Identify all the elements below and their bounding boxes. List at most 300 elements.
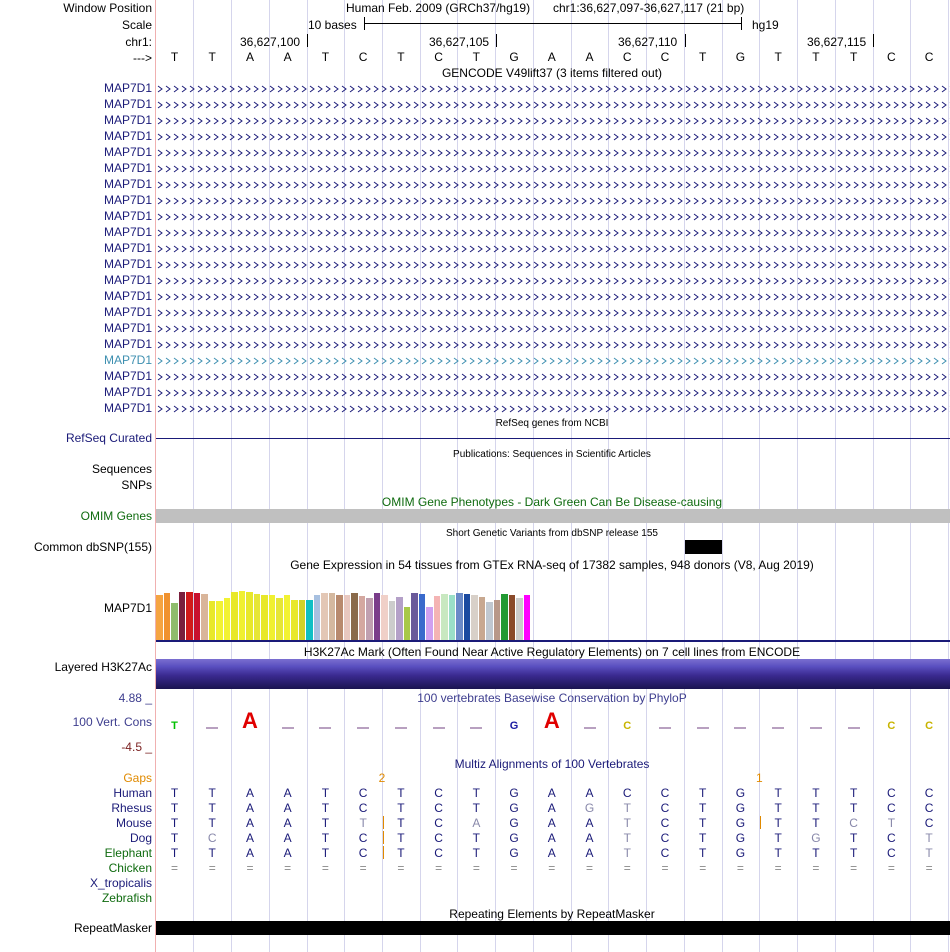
aligned-base: = (284, 861, 292, 875)
phylop-dash (659, 727, 671, 729)
reference-base: T (699, 50, 707, 64)
aligned-base: G (735, 846, 746, 860)
gtex-tissue-bar[interactable] (254, 594, 261, 640)
gencode-transcript-label[interactable]: MAP7D1 (103, 225, 152, 239)
aligned-base: G (509, 816, 519, 830)
aligned-base: T (812, 816, 820, 830)
gtex-tissue-bar[interactable] (329, 593, 336, 640)
aligned-base: = (699, 861, 707, 875)
gtex-tissue-bar[interactable] (246, 592, 253, 640)
gencode-transcript-label[interactable]: MAP7D1 (103, 257, 152, 271)
gtex-tissue-bar[interactable] (216, 601, 223, 640)
aligned-base: = (661, 861, 669, 875)
phylop-dash (433, 727, 445, 729)
aligned-base: T (170, 786, 179, 800)
aligned-base: T (170, 831, 179, 845)
aligned-base: = (397, 861, 405, 875)
omim-track-label[interactable]: OMIM Genes (80, 509, 152, 523)
phylop-letter: A (242, 708, 258, 733)
aligned-base: T (321, 816, 330, 830)
aligned-base: = (548, 861, 556, 875)
gtex-tissue-bar[interactable] (344, 595, 351, 640)
gencode-transcript-arrows[interactable] (156, 261, 950, 269)
aligned-base: C (434, 786, 443, 800)
aligned-base: T (925, 831, 933, 845)
gtex-tissue-bar[interactable] (194, 593, 201, 640)
position-label-1: 36,627,100 (240, 35, 301, 49)
gridline (269, 0, 270, 952)
phylop-letter: A (543, 708, 560, 733)
aligned-base: C (887, 846, 896, 860)
phylop-letter: T (171, 720, 178, 732)
scale-bar-right-end (741, 17, 742, 30)
gtex-tissue-bar[interactable] (291, 600, 298, 640)
gridline (646, 0, 647, 952)
gencode-transcript-label[interactable]: MAP7D1 (103, 129, 152, 143)
species-label[interactable]: Dog (129, 831, 152, 845)
phylop-track-title[interactable]: 100 vertebrates Basewise Conservation by PhyloP (417, 691, 687, 705)
aligned-base: C (887, 786, 896, 800)
gtex-tissue-bar[interactable] (486, 602, 493, 640)
reference-base: A (547, 50, 556, 64)
gridline (571, 0, 572, 952)
reference-base: T (774, 50, 782, 64)
aligned-base: = (812, 861, 820, 875)
gridline (382, 0, 383, 952)
aligned-base: A (585, 831, 594, 845)
gtex-tissue-bar[interactable] (396, 597, 403, 640)
gtex-tissue-bar[interactable] (186, 592, 193, 640)
gtex-tissue-bar[interactable] (284, 595, 291, 640)
aligned-base: T (623, 801, 631, 815)
h3k27ac-track-title[interactable]: H3K27Ac Mark (Often Found Near Active Regulatory Elements) on 7 cell lines from ENCODE (303, 645, 801, 659)
refseq-track-title[interactable]: RefSeq genes from NCBI (495, 418, 609, 429)
gaps-label: Gaps (123, 771, 152, 785)
gtex-tissue-bar[interactable] (411, 593, 418, 640)
aligned-base: C (660, 831, 670, 845)
gtex-tissue-bar[interactable] (404, 607, 411, 640)
gencode-transcript-arrows[interactable] (156, 325, 950, 333)
gencode-transcript-label[interactable]: MAP7D1 (103, 97, 152, 111)
aligned-base: = (736, 861, 744, 875)
phylop-letter: C (887, 720, 896, 732)
aligned-base: A (585, 846, 594, 860)
aligned-base: A (283, 801, 292, 815)
phylop-max-label: 4.88 _ (118, 691, 152, 705)
gtex-tissue-bar[interactable] (314, 595, 321, 640)
insertion-mark (760, 816, 761, 829)
h3k27ac-signal[interactable] (156, 659, 950, 689)
aligned-base: A (245, 831, 254, 845)
gtex-tissue-bar[interactable] (374, 593, 381, 640)
aligned-base: T (774, 831, 782, 845)
chrom-label: chr1: (125, 35, 152, 49)
aligned-base: G (509, 786, 519, 800)
gencode-transcript-label[interactable]: MAP7D1 (103, 369, 152, 383)
gtex-tissue-bar[interactable] (389, 601, 396, 640)
gtex-tissue-bar[interactable] (516, 598, 523, 640)
species-label[interactable]: X_tropicalis (89, 876, 152, 890)
aligned-base: C (358, 831, 368, 845)
gencode-transcript-label[interactable]: MAP7D1 (103, 353, 152, 367)
gtex-tissue-bar[interactable] (269, 595, 276, 640)
aligned-base: T (849, 801, 858, 815)
gencode-transcript-label[interactable]: MAP7D1 (103, 209, 152, 223)
aligned-base: = (359, 861, 367, 875)
gencode-transcript-label[interactable]: MAP7D1 (103, 273, 152, 287)
gencode-transcript-arrows[interactable] (156, 149, 950, 157)
aligned-base: T (699, 786, 707, 800)
gtex-track-label[interactable]: MAP7D1 (103, 601, 152, 615)
aligned-base: T (397, 801, 405, 815)
gridline (722, 0, 723, 952)
aligned-base: A (547, 831, 556, 845)
aligned-base: = (321, 861, 329, 875)
aligned-base: C (849, 816, 858, 830)
gtex-tissue-bar[interactable] (261, 595, 268, 640)
omim-bar[interactable] (156, 509, 950, 523)
reference-base: A (245, 50, 254, 64)
gencode-transcript-arrows[interactable] (156, 373, 950, 381)
gtex-tissue-bar[interactable] (381, 595, 388, 640)
aligned-base: A (283, 786, 292, 800)
gtex-tissue-bar[interactable] (366, 598, 373, 640)
gtex-tissue-bar[interactable] (456, 593, 463, 640)
aligned-base: T (623, 816, 631, 830)
species-label[interactable]: Rhesus (111, 801, 152, 815)
aligned-base: T (359, 816, 367, 830)
aligned-base: T (170, 801, 179, 815)
gtex-tissue-bar[interactable] (224, 598, 231, 640)
gencode-transcript-arrows[interactable] (156, 165, 950, 173)
strand-label: ---> (133, 51, 152, 65)
assembly-text: Human Feb. 2009 (GRCh37/hg19) (346, 1, 531, 15)
aligned-base: T (170, 816, 179, 830)
aligned-base: C (358, 786, 368, 800)
aligned-base: A (547, 846, 556, 860)
aligned-base: A (472, 816, 481, 830)
gtex-tissue-bar[interactable] (321, 593, 328, 640)
gencode-transcript-label[interactable]: MAP7D1 (103, 241, 152, 255)
gtex-tissue-bar[interactable] (479, 597, 486, 640)
phylop-dash (395, 727, 407, 729)
aligned-base: T (774, 786, 782, 800)
aligned-base: = (586, 861, 594, 875)
aligned-base: T (887, 816, 896, 830)
gtex-baseline (156, 640, 950, 642)
gridline (533, 0, 534, 952)
aligned-base: G (735, 801, 746, 815)
db-text: hg19 (752, 18, 779, 32)
reference-base: G (735, 50, 746, 64)
gencode-transcript-arrows[interactable] (156, 213, 950, 221)
gtex-tissue-bar[interactable] (471, 595, 478, 640)
position-label-3: 36,627,110 (618, 35, 678, 49)
aligned-base: T (397, 831, 405, 845)
gridline (608, 0, 609, 952)
phylop-dash (810, 727, 822, 729)
scale-bar (365, 23, 741, 24)
gencode-transcript-label[interactable]: MAP7D1 (103, 193, 152, 207)
gencode-transcript-label[interactable]: MAP7D1 (103, 337, 152, 351)
aligned-base: = (623, 861, 631, 875)
publications-track-label[interactable]: Sequences (91, 462, 152, 476)
aligned-base: A (283, 846, 292, 860)
aligned-base: C (660, 786, 670, 800)
reference-base: T (321, 50, 330, 64)
repeatmasker-track-title[interactable]: Repeating Elements by RepeatMasker (449, 907, 655, 921)
gtex-tissue-bar[interactable] (201, 594, 208, 640)
window-position-label: Window Position (63, 1, 152, 15)
gencode-track-title[interactable]: GENCODE V49lift37 (3 items filtered out) (441, 66, 663, 80)
phylop-dash (470, 727, 482, 729)
gridline (684, 0, 685, 952)
gtex-tissue-bar[interactable] (359, 596, 366, 640)
aligned-base: T (849, 786, 858, 800)
aligned-base: T (397, 816, 405, 830)
gencode-transcript-arrows[interactable] (156, 405, 950, 413)
aligned-base: = (246, 861, 254, 875)
gap-count: 2 (378, 771, 386, 785)
gtex-tissue-bar[interactable] (449, 595, 456, 640)
gtex-tissue-bar[interactable] (419, 594, 426, 640)
gtex-tissue-bar[interactable] (171, 603, 178, 640)
aligned-base: T (208, 786, 216, 800)
aligned-base: G (735, 786, 746, 800)
reference-base: C (924, 50, 934, 64)
gridline (420, 0, 421, 952)
phylop-dash (357, 727, 369, 729)
gencode-transcript-label[interactable]: MAP7D1 (103, 321, 152, 335)
aligned-base: T (774, 801, 782, 815)
refseq-line (156, 438, 950, 439)
gtex-tissue-bar[interactable] (434, 596, 441, 640)
gtex-tissue-bar[interactable] (276, 598, 283, 640)
gridline (307, 0, 308, 952)
aligned-base: C (434, 801, 443, 815)
aligned-base: T (849, 831, 858, 845)
phylop-dash (319, 727, 331, 729)
aligned-base: C (660, 816, 670, 830)
gridline (344, 0, 345, 952)
reference-base: A (585, 50, 594, 64)
aligned-base: T (321, 801, 330, 815)
gtex-track-title[interactable]: Gene Expression in 54 tissues from GTEx RNA-seq of 17382 samples, 948 donors (V8, Aug 2019) (290, 558, 814, 572)
gap-count: 1 (755, 771, 763, 785)
aligned-base: C (924, 801, 934, 815)
reference-base: C (434, 50, 443, 64)
aligned-base: T (812, 846, 820, 860)
aligned-base: G (735, 831, 746, 845)
aligned-base: A (547, 786, 556, 800)
aligned-base: A (547, 816, 556, 830)
aligned-base: C (887, 831, 896, 845)
gtex-tissue-bar[interactable] (494, 600, 501, 640)
position-label-4: 36,627,115 (807, 35, 867, 49)
aligned-base: T (321, 831, 330, 845)
gtex-tissue-bar[interactable] (441, 594, 448, 640)
aligned-base: = (435, 861, 443, 875)
aligned-base: G (735, 816, 746, 830)
phylop-letter: G (509, 720, 519, 732)
reference-base: A (283, 50, 292, 64)
gtex-tissue-bar[interactable] (426, 607, 433, 640)
gtex-tissue-bar[interactable] (299, 600, 306, 640)
gencode-transcript-label[interactable]: MAP7D1 (103, 81, 152, 95)
reference-base: T (208, 50, 216, 64)
aligned-base: = (170, 861, 179, 875)
aligned-base: A (547, 801, 556, 815)
aligned-base: T (623, 831, 631, 845)
aligned-base: A (245, 786, 254, 800)
aligned-base: G (509, 846, 519, 860)
gtex-tissue-bar[interactable] (164, 593, 171, 640)
gencode-transcript-arrows[interactable] (156, 229, 950, 237)
gtex-tissue-bar[interactable] (209, 601, 216, 640)
dbsnp-variant[interactable] (685, 540, 722, 554)
aligned-base: T (208, 816, 216, 830)
aligned-base: = (850, 861, 858, 875)
aligned-base: T (925, 846, 933, 860)
gtex-tissue-bar[interactable] (156, 595, 163, 640)
gtex-tissue-bar[interactable] (239, 591, 246, 640)
phylop-letter: C (623, 720, 632, 732)
species-label[interactable]: Mouse (115, 816, 152, 830)
repeatmasker-bar[interactable] (156, 921, 950, 935)
aligned-base: A (245, 801, 254, 815)
gencode-transcript-arrows[interactable] (156, 117, 950, 125)
aligned-base: T (472, 831, 480, 845)
species-label[interactable]: Human (113, 786, 152, 800)
gtex-tissue-bar[interactable] (179, 592, 186, 640)
gridline (873, 0, 874, 952)
aligned-base: T (397, 786, 405, 800)
aligned-base: T (321, 786, 330, 800)
aligned-base: C (358, 846, 368, 860)
scale-label: Scale (121, 18, 152, 32)
gridline (910, 0, 911, 952)
species-label[interactable]: Chicken (108, 861, 152, 875)
gencode-transcript-label[interactable]: MAP7D1 (103, 161, 152, 175)
gencode-transcript-arrows[interactable] (156, 197, 950, 205)
aligned-base: G (509, 801, 519, 815)
reference-base: T (170, 50, 179, 64)
aligned-base: T (170, 846, 179, 860)
aligned-base: = (472, 861, 480, 875)
gencode-transcript-label[interactable]: MAP7D1 (103, 305, 152, 319)
reference-base: T (849, 50, 858, 64)
aligned-base: T (812, 786, 820, 800)
aligned-base: C (434, 816, 443, 830)
phylop-letter: C (925, 720, 934, 732)
aligned-base: T (699, 846, 707, 860)
phylop-dash (282, 727, 294, 729)
aligned-base: T (849, 846, 858, 860)
dbsnp-track-label[interactable]: Common dbSNP(155) (33, 540, 152, 554)
gencode-transcript-arrows[interactable] (156, 133, 950, 141)
gencode-transcript-label[interactable]: MAP7D1 (103, 289, 152, 303)
gridline (495, 0, 496, 952)
gencode-transcript-label[interactable]: MAP7D1 (103, 113, 152, 127)
phylop-dash (848, 727, 860, 729)
phylop-dash (584, 727, 596, 729)
gtex-tissue-bar[interactable] (501, 594, 508, 640)
gtex-tissue-bar[interactable] (306, 600, 313, 640)
aligned-base: A (245, 846, 254, 860)
h3k27ac-track-label[interactable]: Layered H3K27Ac (54, 660, 152, 674)
gencode-transcript-arrows[interactable] (156, 277, 950, 285)
aligned-base: T (208, 801, 216, 815)
aligned-base: T (774, 846, 782, 860)
aligned-base: C (622, 786, 632, 800)
gtex-tissue-bar[interactable] (231, 592, 238, 640)
position-tick-2 (496, 34, 497, 47)
multiz-track-title[interactable]: Multiz Alignments of 100 Vertebrates (454, 757, 650, 771)
phylop-track-label[interactable]: 100 Vert. Cons (72, 715, 152, 729)
gencode-transcript-arrows[interactable] (156, 341, 950, 349)
label-divider (155, 0, 156, 952)
refseq-track-label[interactable]: RefSeq Curated (65, 431, 152, 445)
phylop-min-label: -4.5 _ (121, 740, 152, 754)
gencode-transcript-label[interactable]: MAP7D1 (103, 385, 152, 399)
reference-base: C (358, 50, 368, 64)
gtex-tissue-bar[interactable] (524, 595, 531, 640)
gtex-tissue-bar[interactable] (336, 595, 343, 640)
gencode-transcript-arrows[interactable] (156, 245, 950, 253)
aligned-base: T (321, 846, 330, 860)
species-label[interactable]: Elephant (104, 846, 152, 860)
aligned-base: = (887, 861, 895, 875)
gencode-transcript-arrows[interactable] (156, 389, 950, 397)
aligned-base: G (811, 831, 821, 845)
gridline (457, 0, 458, 952)
gencode-transcript-arrows[interactable] (156, 101, 950, 109)
gridline (948, 0, 949, 952)
snps-track-label[interactable]: SNPs (121, 478, 152, 492)
reference-base: T (812, 50, 820, 64)
gtex-tissue-bar[interactable] (351, 593, 358, 640)
phylop-dash (734, 727, 746, 729)
omim-track-title[interactable]: OMIM Gene Phenotypes - Dark Green Can Be Disease-causing (381, 495, 723, 509)
position-tick-1 (307, 34, 308, 47)
gencode-transcript-label[interactable]: MAP7D1 (103, 145, 152, 159)
repeatmasker-track-label[interactable]: RepeatMasker (73, 921, 152, 935)
aligned-base: T (623, 846, 631, 860)
gridline (835, 0, 836, 952)
gencode-transcript-arrows[interactable] (156, 309, 950, 317)
gencode-transcript-arrows[interactable] (156, 85, 950, 93)
gencode-transcript-arrows[interactable] (156, 181, 950, 189)
gencode-transcript-label[interactable]: MAP7D1 (103, 401, 152, 415)
gencode-transcript-arrows[interactable] (156, 357, 950, 365)
dbsnp-track-title[interactable]: Short Genetic Variants from dbSNP release 155 (446, 528, 658, 539)
gencode-transcript-label[interactable]: MAP7D1 (103, 177, 152, 191)
aligned-base: = (510, 861, 518, 875)
aligned-base: = (774, 861, 782, 875)
aligned-base: T (699, 816, 707, 830)
aligned-base: C (924, 786, 934, 800)
gencode-transcript-arrows[interactable] (156, 293, 950, 301)
species-label[interactable]: Zebrafish (101, 891, 152, 905)
gtex-tissue-bar[interactable] (509, 595, 516, 640)
publications-track-title[interactable]: Publications: Sequences in Scientific Articles (453, 449, 651, 460)
aligned-base: T (472, 846, 480, 860)
gridline (797, 0, 798, 952)
position-label-2: 36,627,105 (429, 35, 490, 49)
reference-base: G (509, 50, 519, 64)
gtex-tissue-bar[interactable] (464, 594, 471, 640)
aligned-base: T (208, 846, 216, 860)
